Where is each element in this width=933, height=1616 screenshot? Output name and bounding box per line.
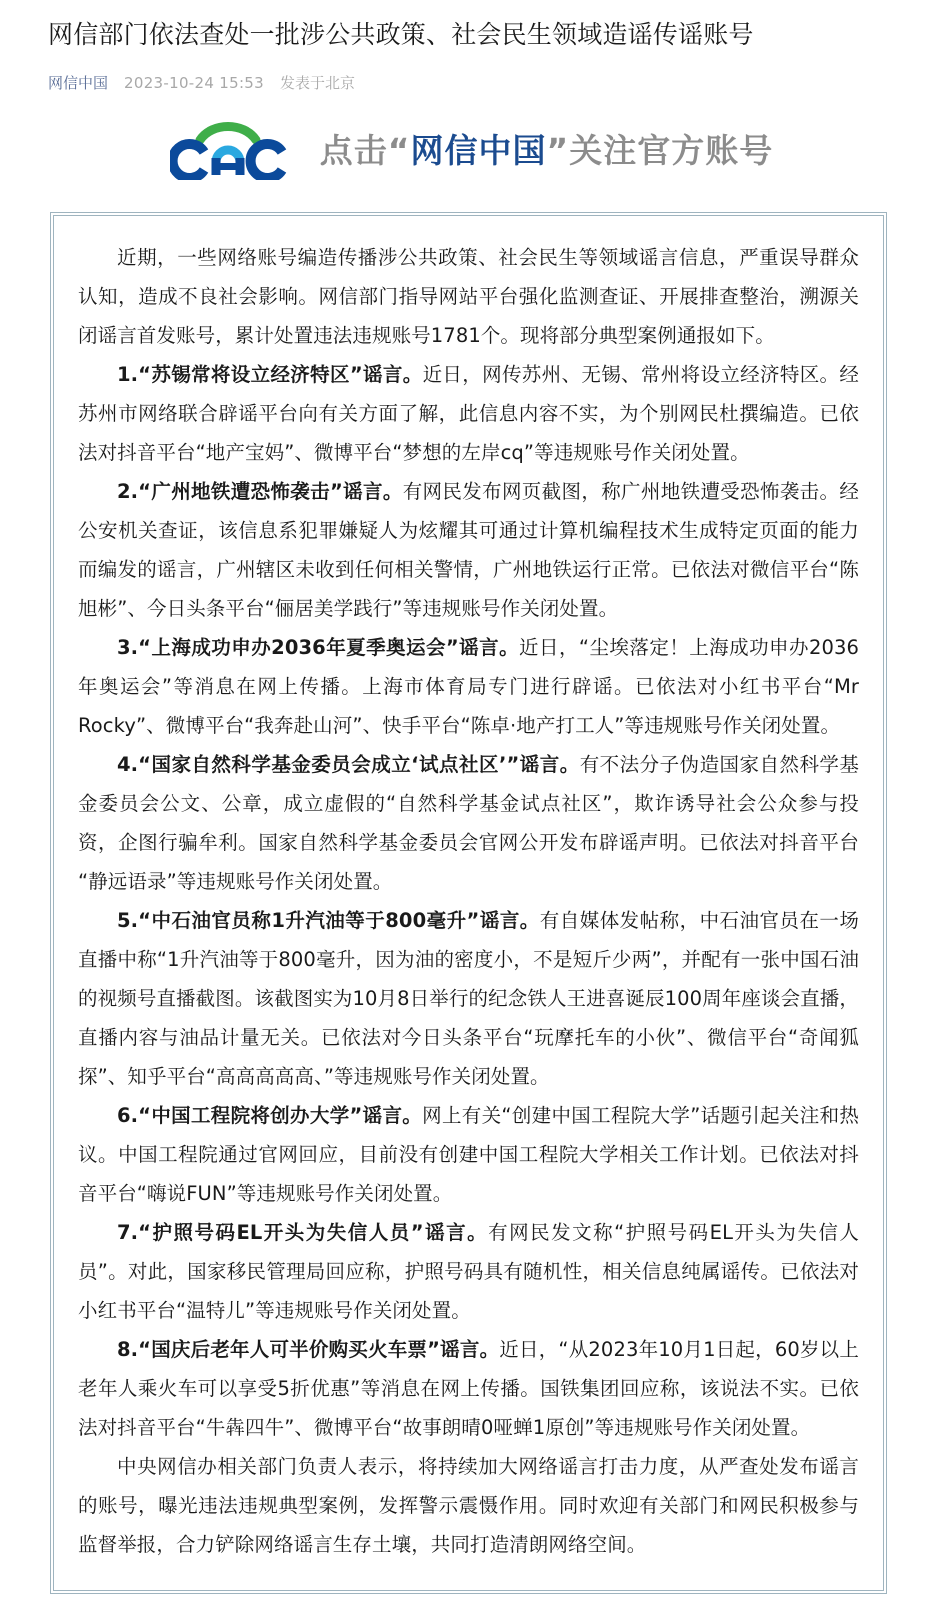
paragraph-text: 中央网信办相关部门负责人表示，将持续加大网络谣言打击力度，从严查处发布谣言的账号，曝光违法违规典型案例，发挥警示震慑作用。同时欢迎有关部门和网民积极参与监督举报，合力铲除网络谣言生存土壤，共同打造清朗网络空间。 bbox=[78, 1454, 859, 1556]
banner-highlight: 网信中国 bbox=[410, 131, 547, 171]
paragraph-case-5 bbox=[78, 901, 859, 1096]
paragraph-lead: 8.“国庆后老年人可半价购买火车票”谣言。 bbox=[117, 1337, 500, 1361]
paragraph-text: 网上有关“创建中国工程院大学”话题引起关注和热议。中国工程院通过官网回应，目前没有创建中国工程院大学相关工作计划。已依法对抖音平台“嗨说FUN”等违规账号作关闭处置。 bbox=[78, 1103, 859, 1205]
article-header bbox=[0, 0, 933, 92]
publish-timestamp: 2023-10-24 15:53 bbox=[124, 73, 264, 92]
paragraph-text: 有不法分子伪造国家自然科学基金委员会公文、公章，成立虚假的“自然科学基金试点社区”，欺诈诱导社会公众参与投资，企图行骗牟利。国家自然科学基金委员会官网公开发布辟谣声明。已依法对抖音平台“静远语录”等违规账号作关闭处置。 bbox=[78, 752, 860, 893]
banner-prefix: 点击 bbox=[319, 131, 388, 171]
paragraph-lead: 7.“护照号码EL开头为失信人员”谣言。 bbox=[117, 1220, 489, 1244]
paragraph-text: 近日，“从2023年10月1日起，60岁以上老年人乘火车可以享受5折优惠”等消息在网上传播。国铁集团回应称，该说法不实。已依法对抖音平台“牛犇四牛”、微博平台“故事朗晴0哑蝉1原创”等违规账号作关闭处置。 bbox=[78, 1337, 859, 1439]
account-link[interactable]: 网信中国 bbox=[48, 73, 109, 92]
paragraph-lead: 5.“中石油官员称1升汽油等于800毫升”谣言。 bbox=[117, 908, 540, 932]
publish-location: 发表于北京 bbox=[279, 73, 355, 92]
paragraph-case-2 bbox=[78, 472, 859, 628]
banner-suffix: 关注官方账号 bbox=[569, 131, 774, 171]
paragraph-case-3 bbox=[78, 628, 859, 745]
cac-logo-icon bbox=[170, 118, 290, 184]
banner-text bbox=[319, 131, 774, 171]
paragraph-case-4 bbox=[78, 745, 859, 901]
paragraph-closing bbox=[78, 1447, 859, 1564]
follow-banner[interactable] bbox=[0, 118, 933, 184]
banner-close-quote: ” bbox=[546, 131, 570, 171]
paragraph-lead: 1.“苏锡常将设立经济特区”谣言。 bbox=[117, 362, 423, 386]
paragraph-text: 有网民发布网页截图，称广州地铁遭受恐怖袭击。经公安机关查证，该信息系犯罪嫌疑人为炫耀其可通过计算机编程技术生成特定页面的能力而编发的谣言，广州辖区未收到任何相关警情，广州地铁运行正常。已依法对微信平台“陈旭彬”、今日头条平台“俪居美学践行”等违规账号作关闭处置。 bbox=[78, 479, 859, 620]
paragraph-lead: 2.“广州地铁遭恐怖袭击”谣言。 bbox=[117, 479, 403, 503]
paragraph-case-6 bbox=[78, 1096, 859, 1213]
content-box bbox=[50, 212, 887, 1594]
paragraph-text: 近期，一些网络账号编造传播涉公共政策、社会民生等领域谣言信息，严重误导群众认知，造成不良社会影响。网信部门指导网站平台强化监测查证、开展排查整治，溯源关闭谣言首发账号，累计处置违法违规账号1781个。现将部分典型案例通报如下。 bbox=[78, 245, 859, 347]
paragraph-text: 近日，网传苏州、无锡、常州将设立经济特区。经苏州市网络联合辟谣平台向有关方面了解，此信息内容不实，为个别网民杜撰编造。已依法对抖音平台“地产宝妈”、微博平台“梦想的左岸cq”等违规账号作关闭处置。 bbox=[78, 362, 860, 464]
paragraph-text: 近日，“尘埃落定！上海成功申办2036年奥运会”等消息在网上传播。上海市体育局专门进行辟谣。已依法对小红书平台“Mr Rocky”、微博平台“我奔赴山河”、快手平台“陈卓·地产打工人”等违规账号作关闭处置。 bbox=[78, 635, 859, 737]
page-title: 网信部门依法查处一批涉公共政策、社会民生领域造谣传谣账号 bbox=[48, 20, 754, 49]
paragraph-lead: 3.“上海成功申办2036年夏季奥运会”谣言。 bbox=[117, 635, 520, 659]
banner-open-quote: “ bbox=[387, 131, 411, 171]
paragraph-intro bbox=[78, 238, 859, 355]
paragraph-case-8 bbox=[78, 1330, 859, 1447]
content-inner bbox=[53, 215, 884, 1591]
paragraph-lead: 4.“国家自然科学基金委员会成立‘试点社区’”谣言。 bbox=[117, 752, 580, 776]
paragraph-text: 有自媒体发帖称，中石油官员在一场直播中称“1升汽油等于800毫升，因为油的密度小，不是短斤少两”，并配有一张中国石油的视频号直播截图。该截图实为10月8日举行的纪念铁人王进喜诞辰100周年座谈会直播，直播内容与油品计量无关。已依法对今日头条平台“玩摩托车的小伙”、微信平台“奇闻狐探”、知乎平台“高高高高高、”等违规账号作关闭处置。 bbox=[78, 908, 859, 1088]
paragraph-text: 有网民发文称“护照号码EL开头为失信人员”。对此，国家移民管理局回应称，护照号码具有随机性，相关信息纯属谣传。已依法对小红书平台“温特儿”等违规账号作关闭处置。 bbox=[78, 1220, 860, 1322]
paragraph-case-7 bbox=[78, 1213, 859, 1330]
article-meta bbox=[48, 74, 893, 92]
paragraph-lead: 6.“中国工程院将创办大学”谣言。 bbox=[117, 1103, 423, 1127]
paragraph-case-1 bbox=[78, 355, 859, 472]
